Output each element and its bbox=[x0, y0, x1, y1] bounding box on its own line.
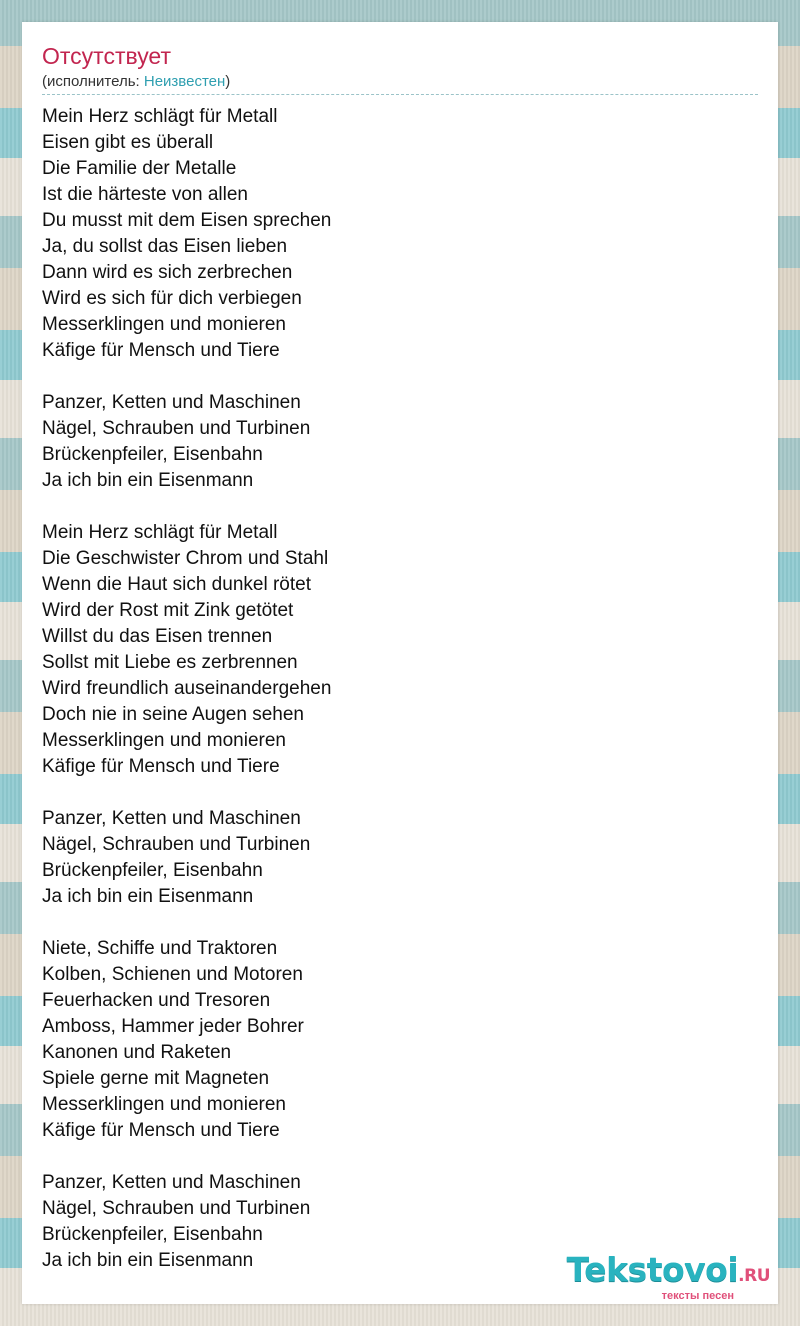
lyrics-text bbox=[42, 104, 758, 1274]
lyric-line: Nägel, Schrauben und Turbinen bbox=[42, 1198, 311, 1219]
stanza bbox=[42, 104, 758, 364]
logo-tagline: тексты песен bbox=[661, 1290, 734, 1302]
lyric-line: Spiele gerne mit Magneten bbox=[42, 1068, 270, 1089]
lyric-line: Mein Herz schlägt für Metall bbox=[42, 106, 278, 127]
lyric-line: Amboss, Hammer jeder Bohrer bbox=[42, 1016, 304, 1037]
lyric-line: Brückenpfeiler, Eisenbahn bbox=[42, 860, 263, 881]
logo-tld: .RU bbox=[738, 1266, 770, 1286]
lyric-line: Niete, Schiffe und Traktoren bbox=[42, 938, 278, 959]
lyric-line: Messerklingen und monieren bbox=[42, 314, 286, 335]
lyric-line: Willst du das Eisen trennen bbox=[42, 626, 273, 647]
lyric-line: Ist die härteste von allen bbox=[42, 184, 248, 205]
lyric-line: Feuerhacken und Tresoren bbox=[42, 990, 271, 1011]
lyric-line: Ja, du sollst das Eisen lieben bbox=[42, 236, 288, 257]
lyric-line: Käfige für Mensch und Tiere bbox=[42, 756, 280, 777]
artist-line bbox=[42, 72, 758, 95]
lyric-line: Die Familie der Metalle bbox=[42, 158, 237, 179]
artist-prefix: (исполнитель: bbox=[42, 73, 144, 90]
lyric-line: Brückenpfeiler, Eisenbahn bbox=[42, 1224, 263, 1245]
lyric-line: Mein Herz schlägt für Metall bbox=[42, 522, 278, 543]
lyric-line: Sollst mit Liebe es zerbrennen bbox=[42, 652, 298, 673]
lyric-line: Die Geschwister Chrom und Stahl bbox=[42, 548, 329, 569]
song-header bbox=[42, 42, 758, 95]
lyric-line: Ja ich bin ein Eisenmann bbox=[42, 886, 254, 907]
lyric-line: Ja ich bin ein Eisenmann bbox=[42, 1250, 254, 1271]
lyric-line: Messerklingen und monieren bbox=[42, 1094, 286, 1115]
lyric-line: Panzer, Ketten und Maschinen bbox=[42, 808, 301, 829]
lyric-line: Kolben, Schienen und Motoren bbox=[42, 964, 303, 985]
song-title: Отсутствует bbox=[42, 43, 171, 69]
lyric-line: Wird es sich für dich verbiegen bbox=[42, 288, 302, 309]
stanza bbox=[42, 390, 758, 494]
stanza bbox=[42, 936, 758, 1144]
lyric-line: Dann wird es sich zerbrechen bbox=[42, 262, 293, 283]
lyric-line: Nägel, Schrauben und Turbinen bbox=[42, 834, 311, 855]
site-logo[interactable] bbox=[567, 1252, 770, 1302]
lyric-line: Panzer, Ketten und Maschinen bbox=[42, 1172, 301, 1193]
lyric-line: Nägel, Schrauben und Turbinen bbox=[42, 418, 311, 439]
lyric-line: Wird der Rost mit Zink getötet bbox=[42, 600, 294, 621]
artist-suffix: ) bbox=[225, 73, 231, 90]
lyric-line: Wird freundlich auseinandergehen bbox=[42, 678, 332, 699]
lyrics-card bbox=[22, 22, 778, 1304]
lyric-line: Panzer, Ketten und Maschinen bbox=[42, 392, 301, 413]
lyric-line: Du musst mit dem Eisen sprechen bbox=[42, 210, 332, 231]
lyric-line: Wenn die Haut sich dunkel rötet bbox=[42, 574, 311, 595]
stanza bbox=[42, 520, 758, 780]
lyric-line: Kanonen und Raketen bbox=[42, 1042, 232, 1063]
lyric-line: Käfige für Mensch und Tiere bbox=[42, 340, 280, 361]
lyric-line: Messerklingen und monieren bbox=[42, 730, 286, 751]
lyric-line: Doch nie in seine Augen sehen bbox=[42, 704, 304, 725]
artist-link[interactable]: Неизвестен bbox=[143, 73, 226, 90]
lyric-line: Brückenpfeiler, Eisenbahn bbox=[42, 444, 263, 465]
logo-wordmark bbox=[567, 1252, 770, 1294]
lyric-line: Käfige für Mensch und Tiere bbox=[42, 1120, 280, 1141]
stanza bbox=[42, 806, 758, 910]
logo-name: Tekstovoi bbox=[566, 1250, 739, 1289]
lyric-line: Eisen gibt es überall bbox=[42, 132, 214, 153]
lyric-line: Ja ich bin ein Eisenmann bbox=[42, 470, 254, 491]
